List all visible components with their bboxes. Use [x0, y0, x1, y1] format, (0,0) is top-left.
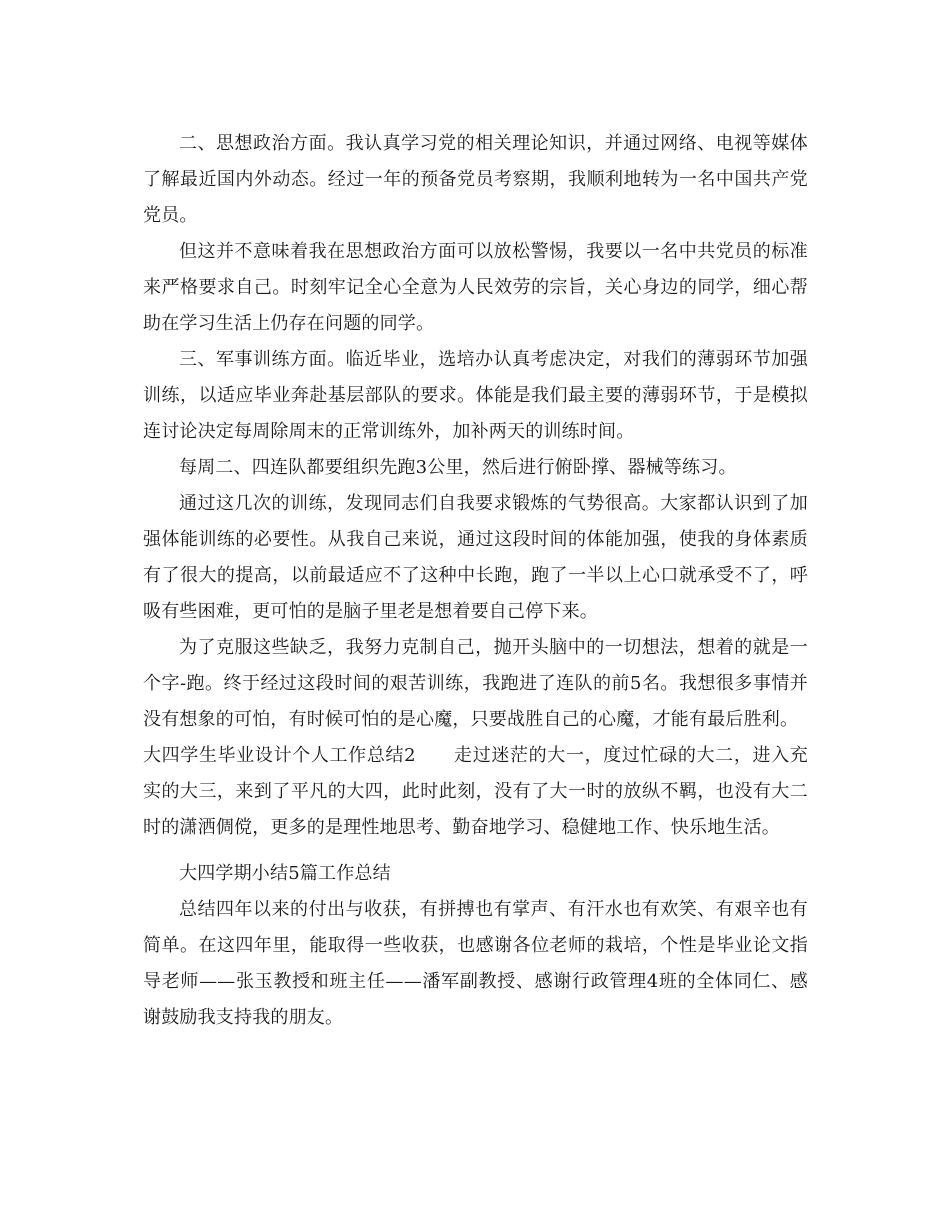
- paragraph-party-member: 但这并不意味着我在思想政治方面可以放松警惕，我要以一名中共党员的标准来严格要求自己。时刻牢记全心全意为人民效劳的宗旨，关心身边的同学，细心帮助在学习生活上仍存在问题的同学。: [143, 241, 808, 334]
- section-2-title: 大四学生毕业设计个人工作总结2: [143, 745, 416, 766]
- paragraph-political: 二、思想政治方面。我认真学习党的相关理论知识，并通过网络、电视等媒体了解最近国内外动态。经过一年的预备党员考察期，我顺利地转为一名中国共产党党员。: [143, 133, 808, 226]
- section-3-title: 大四学期小结5篇工作总结: [179, 863, 391, 884]
- paragraph-military-training: 三、军事训练方面。临近毕业，选培办认真考虑决定，对我们的薄弱环节加强训练，以适应毕业奔赴基层部队的要求。体能是我们最主要的薄弱环节，于是模拟连讨论决定每周除周末的正常训练外，加补两天的训练时间。: [143, 349, 808, 442]
- document-page: [143, 126, 808, 1036]
- section-3-text: 总结四年以来的付出与收获，有拼搏也有掌声、有汗水也有欢笑、有艰辛也有简单。在这四年里，能取得一些收获，也感谢各位老师的栽培，个性是毕业论文指导老师——张玉教授和班主任——潘军副教授、感谢行政管理4班的全体同仁、感谢鼓励我支持我的朋友。: [143, 899, 808, 1028]
- paragraph-weekly-run: 每周二、四连队都要组织先跑3公里，然后进行俯卧撑、器械等练习。: [179, 457, 737, 478]
- section-2-paragraph: [143, 738, 808, 846]
- section-2-text: 走过迷茫的大一，度过忙碌的大二，进入充实的大三，来到了平凡的大四，此时此刻，没有了大一时的放纵不羁，也没有大二时的潇洒倜傥，更多的是理性地思考、勤奋地学习、稳健地工作、快乐地生活。: [143, 745, 808, 838]
- paragraph-overcome: 为了克服这些缺乏，我努力克制自己，抛开头脑中的一切想法，想着的就是一个字-跑。终于经过这段时间的艰苦训练，我跑进了连队的前5名。我想很多事情并没有想象的可怕，有时候可怕的是心魔，只要战胜自己的心魔，才能有最后胜利。: [143, 637, 808, 730]
- paragraph-training-effect: 通过这几次的训练，发现同志们自我要求锻炼的气势很高。大家都认识到了加强体能训练的必要性。从我自己来说，通过这段时间的体能加强，使我的身体素质有了很大的提高，以前最适应不了这种中长跑，跑了一半以上心口就承受不了，呼吸有些困难，更可怕的是脑子里老是想着要自己停下来。: [143, 493, 808, 622]
